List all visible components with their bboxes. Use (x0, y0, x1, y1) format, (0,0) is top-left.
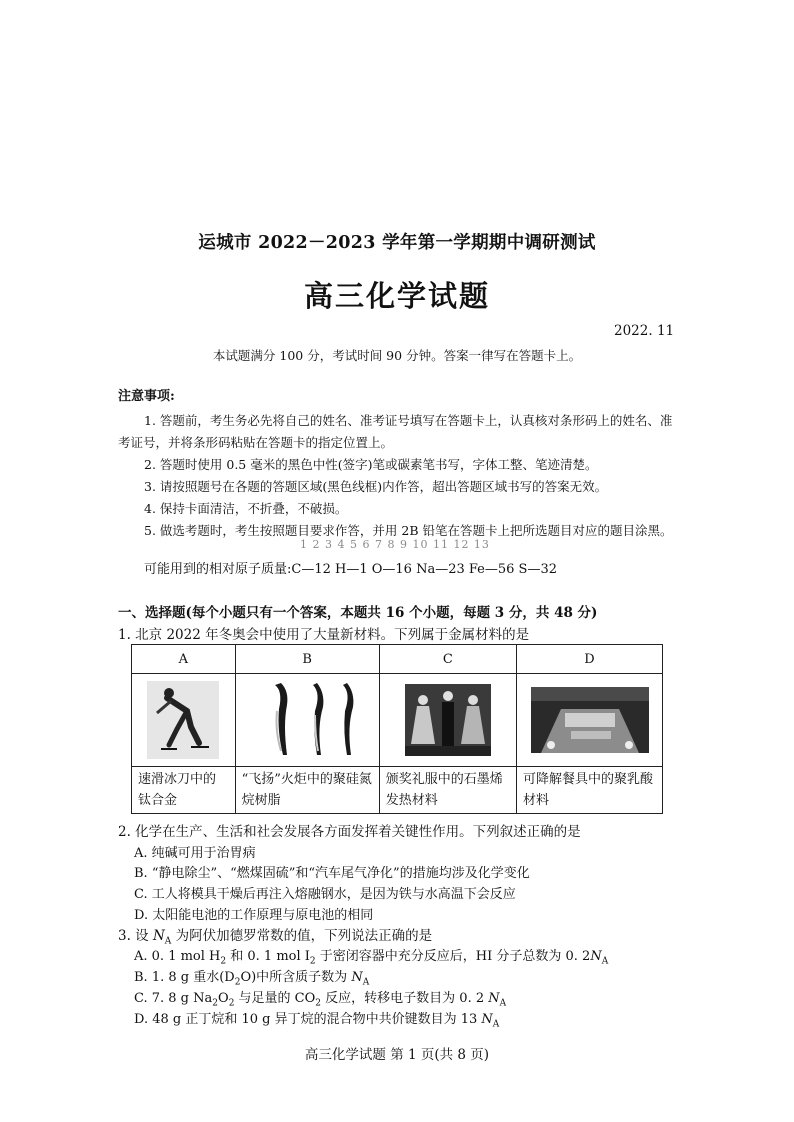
page-footer: 高三化学试题 第 1 页(共 8 页) (304, 1047, 490, 1063)
q3-option-b: B. 1. 8 g 重水$(D_2O)$中所含质子数为 $N_A$ (134, 970, 370, 988)
ceremony-dress-photo-icon (405, 684, 491, 756)
q1-photo-a (132, 674, 236, 767)
q3-option-d: D. 48 g 正丁烷和 10 g 异丁烷的混合物中共价键数目为 13 $N_A$ (134, 1012, 500, 1030)
q1-caption-d: 可降解餐具中的聚乳酸材料 (517, 767, 663, 814)
scan-noise-text: 1 2 3 4 5 6 7 8 9 10 11 12 13 (300, 538, 490, 551)
q1-col-label-d: D (517, 645, 663, 674)
q1-photo-b (235, 674, 379, 767)
q1-col-label-b: B (235, 645, 379, 674)
q2-option-d: D. 太阳能电池的工作原理与原电池的相同 (134, 908, 374, 923)
tableware-photo-icon (531, 687, 649, 753)
exam-intro: 本试题满分 100 分，考试时间 90 分钟。答案一律写在答题卡上。 (212, 348, 582, 363)
note-item-4: 4. 保持卡面清洁，不折叠，不破损。 (144, 501, 348, 516)
page-title: 高三化学试题 (303, 279, 490, 313)
note-item-1: 1. 答题前，考生务必先将自己的姓名、准考证号填写在答题卡上，认真核对条形码上的姓名、准考证号，并将条形码粘贴在答题卡的指定位置上。 (118, 413, 673, 450)
speed-skater-photo-icon (147, 681, 219, 759)
question-3-stem: 3. 设 $N_A$ 为阿伏加德罗常数的值，下列说法正确的是 (118, 928, 433, 947)
q2-option-b: B. “静电除尘”、“燃煤固硫”和“汽车尾气净化”的措施均涉及化学变化 (134, 866, 530, 881)
note-item-5: 5. 做选考题时，考生按照题目要求作答，并用 2B 铅笔在答题卡上把所选题目对应的题目涂黑。 (144, 523, 673, 538)
q3-option-a: A. 0. 1 mol $H_2$ 和 0. 1 mol $I_2$ 于密闭容器中充分反应后，HI 分子总数为 0. $2N_A$ (134, 949, 609, 967)
q1-photo-c (379, 674, 516, 767)
q1-photo-d (517, 674, 663, 767)
question-1-stem: 1. 北京 2022 年冬奥会中使用了大量新材料。下列属于金属材料的是 (118, 627, 530, 643)
q1-col-label-c: C (379, 645, 516, 674)
q1-caption-b: “飞扬”火炬中的聚硅氮烷树脂 (235, 767, 379, 814)
note-item-3: 3. 请按照题号在各题的答题区域(黑色线框)内作答，超出答题区域书写的答案无效。 (144, 479, 608, 494)
atomic-mass-line: 可能用到的相对原子质量:C—12 H—1 O—16 Na—23 Fe—56 S—32 (144, 562, 557, 577)
exam-date: 2022. 11 (614, 323, 675, 339)
q1-material-table (131, 644, 663, 814)
q1-caption-c: 颁奖礼服中的石墨烯发热材料 (379, 767, 516, 814)
q3-option-c: C. 7. 8 g $Na_2O_2$ 与足量的 $CO_2$ 反应，转移电子数目为 0. 2 $N_A$ (134, 991, 507, 1009)
q2-option-c: C. 工人将模具干燥后再注入熔融钢水，是因为铁与水高温下会反应 (134, 887, 516, 902)
torch-photo-icon (257, 681, 357, 759)
q1-col-label-a: A (132, 645, 236, 674)
q2-option-a: A. 纯碱可用于治胃病 (134, 846, 256, 861)
section-heading: 一、选择题(每个小题只有一个答案，本题共 16 个小题，每题 3 分，共 48 分) (118, 605, 598, 621)
note-item-2: 2. 答题时使用 0.5 毫米的黑色中性(签字)笔或碳素笔书写，字体工整、笔迹清楚。 (144, 457, 598, 472)
exam-school-line: 运城市 2022－2023 学年第一学期期中调研测试 (198, 233, 596, 253)
notes-title: 注意事项: (118, 389, 175, 404)
question-2-stem: 2. 化学在生产、生活和社会发展各方面发挥着关键性作用。下列叙述正确的是 (118, 824, 581, 840)
q1-caption-a: 速滑冰刀中的钛合金 (132, 767, 236, 814)
